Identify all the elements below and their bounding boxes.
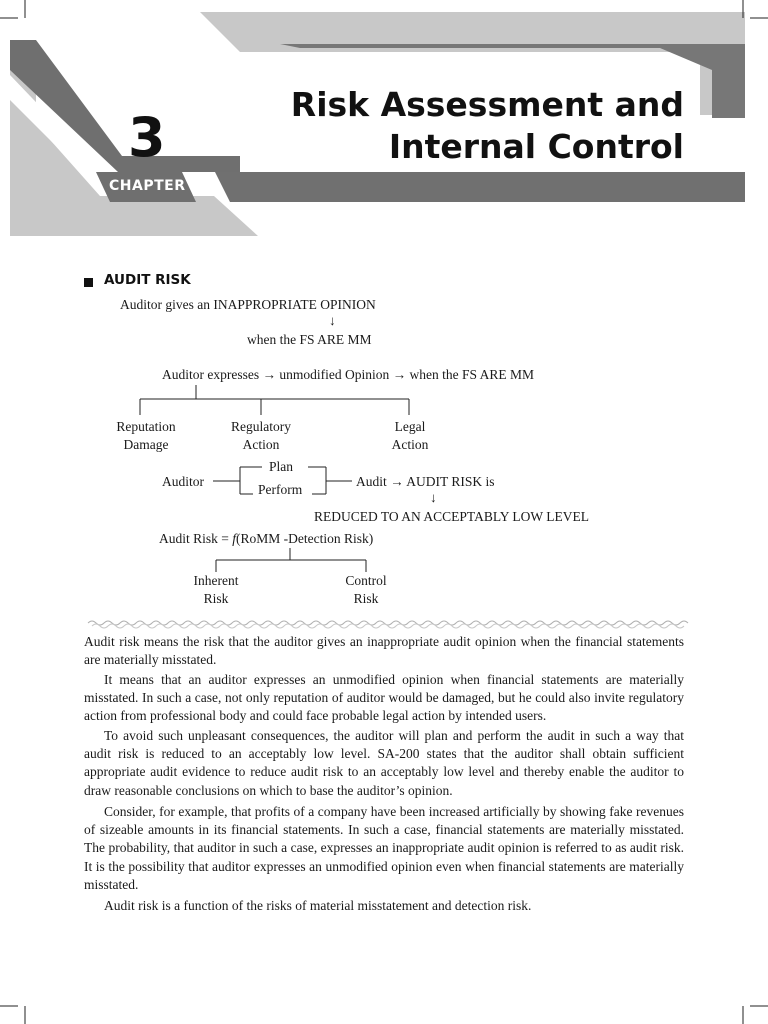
consequence-regulatory-line1: Regulatory <box>231 419 291 434</box>
consequence-reputation-line1: Reputation <box>116 419 176 434</box>
chapter-number: 3 <box>128 106 166 169</box>
auditor-label: Auditor <box>162 474 204 489</box>
consequence-legal-line2: Action <box>391 437 429 452</box>
formula-prefix: Audit Risk = <box>159 531 233 546</box>
reduced-text: REDUCED TO AN ACCEPTABLY LOW LEVEL <box>314 509 589 524</box>
component-control-risk <box>326 572 406 608</box>
paragraph-5: Audit risk is a function of the risks of material misstatement and detection risk. <box>104 898 532 913</box>
component-inherent-line2: Risk <box>203 591 229 606</box>
chapter-title <box>291 84 684 168</box>
consequence-reputation <box>104 418 188 454</box>
crop-marks-bottom <box>0 1006 768 1024</box>
component-inherent-risk <box>176 572 256 608</box>
diagram-line2: when the FS ARE MM <box>247 332 372 347</box>
consequence-reputation-line2: Damage <box>123 437 169 452</box>
perform-label: Perform <box>258 482 303 497</box>
consequence-regulatory-line2: Action <box>242 437 280 452</box>
audit-risk-formula <box>159 530 373 548</box>
component-control-line2: Risk <box>353 591 379 606</box>
consequence-regulatory <box>219 418 303 454</box>
formula-suffix: (RoMM -Detection Risk) <box>236 531 374 546</box>
chapter-title-line2: Internal Control <box>388 127 684 166</box>
plan-label: Plan <box>269 459 294 474</box>
banner-bottom-band <box>215 172 745 202</box>
paragraph-2: It means that an auditor expresses an unmodified opinion when financial statements are materially misstated. In such a case, not only reputation of auditor would be damaged, but he could also invite regulatory action from professional body and could face probable legal action by intended users. <box>84 672 684 724</box>
paragraph-1: Audit risk means the risk that the auditor gives an inappropriate audit opinion when the financial statements are materially misstated. <box>84 634 684 668</box>
formula-function: f <box>232 531 237 546</box>
diagram-line1: Auditor gives an INAPPROPRIATE OPINION <box>120 297 376 312</box>
paragraph-3: To avoid such unpleasant consequences, the auditor will plan and perform the audit in such a way that audit risk is reduced to an acceptably low level. SA-200 states that the auditor shall obtain sufficient appropriate audit evidence to reduce audit risk to an acceptably low level and thereby enable the auditor to draw reasonable conclusions on which to base the auditor’s opinion. <box>84 728 684 798</box>
chapter-title-line1: Risk Assessment and <box>290 85 684 124</box>
consequence-legal-line1: Legal <box>394 419 426 434</box>
component-control-line1: Control <box>345 573 387 588</box>
section-bullet-icon <box>84 278 93 287</box>
paragraph-4: Consider, for example, that profits of a company have been increased artificially by showing fake revenues of sizeable amounts in its financial statements. In such a case, financial statements are materially misstated. The probability, that auditor in such a case, expresses an inappropriate audit opinion is referred to as audit risk. It is the possibility that auditor expresses an unmodified opinion even when financial statements are materially misstated. <box>84 804 684 892</box>
section-heading: AUDIT RISK <box>104 272 191 288</box>
wavy-separator <box>88 621 688 625</box>
down-arrow-icon: ↓ <box>430 490 437 505</box>
component-inherent-line1: Inherent <box>193 573 239 588</box>
diagram-line3: Auditor expresses → unmodified Opinion → when the FS ARE MM <box>162 367 534 382</box>
down-arrow-icon: ↓ <box>329 313 336 328</box>
consequence-legal <box>368 418 452 454</box>
audit-risk-text: Audit → AUDIT RISK is <box>356 474 495 489</box>
chapter-label: CHAPTER <box>109 178 186 194</box>
